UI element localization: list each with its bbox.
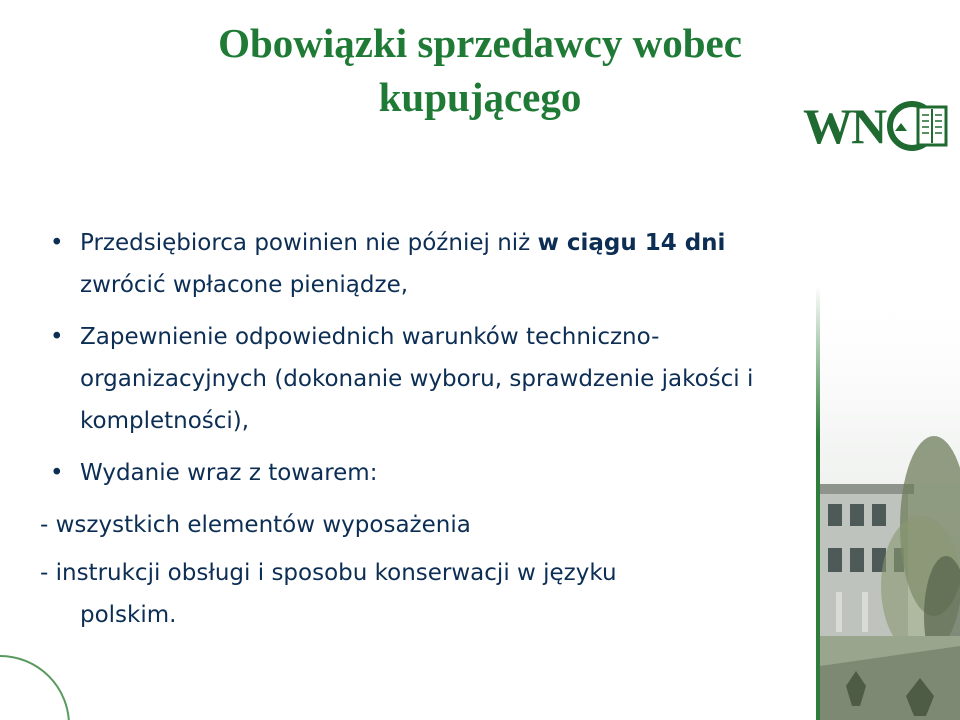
- slide-title: [150, 16, 810, 124]
- bullet-text: Wydanie wraz z towarem:: [80, 460, 378, 486]
- bullet-text-pre: Przedsiębiorca powinien nie później niż: [80, 230, 538, 256]
- bullet-item: [40, 222, 810, 306]
- wno-logo: [803, 98, 953, 154]
- slide-content: [40, 222, 810, 642]
- bullet-item: [40, 316, 810, 442]
- sub-item: [40, 504, 810, 546]
- sub-item: [40, 552, 810, 636]
- sub-item-line-1: - instrukcji obsługi i sposobu konserwacji w języku: [40, 560, 617, 586]
- title-line-2: kupującego: [378, 74, 582, 120]
- logo-text: WN: [803, 98, 886, 154]
- bullet-text: Zapewnienie odpowiednich warunków techniczno-organizacyjnych (dokonanie wyboru, sprawdzenie jakości i kompletności),: [80, 324, 754, 434]
- bullet-text-bold: w ciągu 14 dni: [537, 230, 726, 256]
- building-photo: [816, 286, 960, 720]
- bullet-item: [40, 452, 810, 494]
- bullet-text-post: zwrócić wpłacone pieniądze,: [80, 272, 409, 298]
- sub-item-text: - wszystkich elementów wyposażenia: [40, 512, 471, 538]
- decorative-arc: [0, 655, 70, 720]
- wno-logo-emblem-icon: [887, 101, 949, 151]
- bullet-list: [40, 222, 810, 494]
- sub-item-line-2: polskim.: [80, 602, 177, 628]
- title-line-1: Obowiązki sprzedawcy wobec: [218, 20, 742, 66]
